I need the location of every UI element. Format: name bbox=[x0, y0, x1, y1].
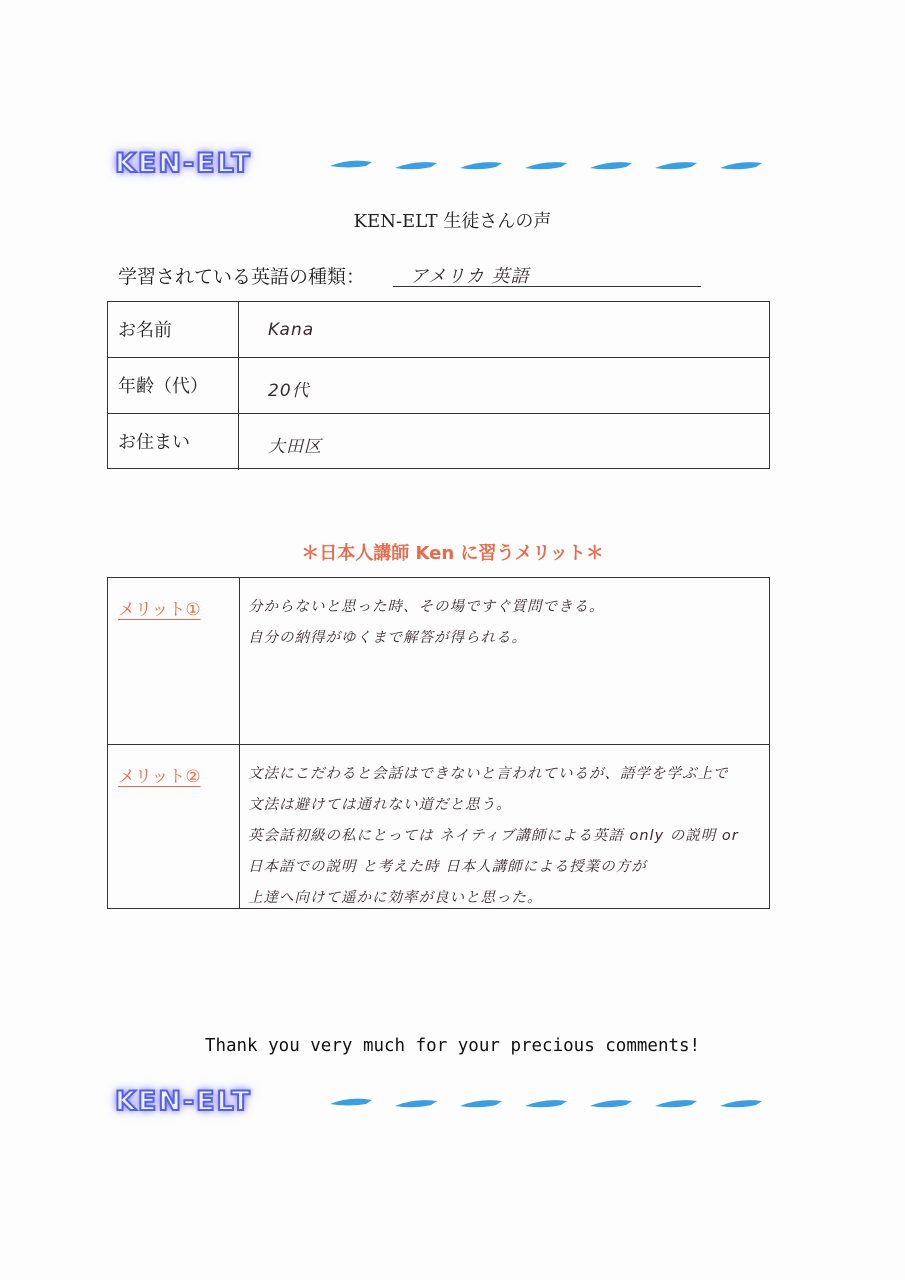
merit-row-1 bbox=[108, 578, 769, 745]
merit-table bbox=[107, 577, 770, 909]
student-info-table bbox=[107, 301, 770, 469]
comment-line: 自分の納得がゆくまで解答が得られる。 bbox=[248, 630, 527, 646]
info-label: 年齢（代） bbox=[108, 358, 239, 413]
info-label: お住まい bbox=[108, 414, 239, 470]
comment-line: 分からないと思った時、その場ですぐ質問できる。 bbox=[248, 599, 605, 615]
merit-label-cell bbox=[108, 745, 240, 908]
merit-comment bbox=[248, 592, 769, 654]
comment-line: 上達へ向けて遥かに効率が良いと思った。 bbox=[248, 890, 543, 906]
thanks-message: Thank you very much for your precious comments! bbox=[204, 1036, 701, 1056]
english-type-label: 学習されている英語の種類： bbox=[118, 266, 366, 288]
info-row-age bbox=[108, 358, 769, 414]
info-value: Kana bbox=[268, 320, 315, 340]
page-title: KEN-ELT 生徒さんの声 bbox=[353, 211, 552, 232]
info-value: 大田区 bbox=[268, 437, 322, 457]
merit-label: メリット② bbox=[118, 767, 201, 787]
merit-heading: ＊日本人講師 Ken に習うメリット＊ bbox=[301, 543, 604, 564]
info-value: 20代 bbox=[268, 381, 310, 401]
comment-line: 日本語での説明 と考えた時 日本人講師による授業の方が bbox=[248, 859, 647, 875]
ken-elt-banner-bottom bbox=[115, 1086, 775, 1120]
ken-elt-logo: KEN-ELT bbox=[115, 148, 252, 179]
merit-label-cell bbox=[108, 578, 240, 744]
merit-label: メリット① bbox=[118, 600, 201, 620]
ken-elt-logo: KEN-ELT bbox=[115, 1086, 252, 1117]
merit-comment bbox=[248, 759, 769, 914]
info-row-residence bbox=[108, 414, 769, 470]
airplane-row-icon bbox=[330, 1092, 780, 1114]
english-type-value: アメリカ 英語 bbox=[410, 266, 530, 287]
info-label: お名前 bbox=[108, 302, 239, 357]
airplane-row-icon bbox=[330, 154, 780, 176]
comment-line: 英会話初級の私にとっては ネイティブ講師による英語 only の説明 or bbox=[248, 828, 739, 844]
comment-line: 文法は避けては通れない道だと思う。 bbox=[248, 797, 512, 813]
english-type-underline bbox=[393, 286, 701, 287]
ken-elt-banner-top bbox=[115, 148, 775, 182]
merit-row-2 bbox=[108, 745, 769, 908]
comment-line: 文法にこだわると会話はできないと言われているが、語学を学ぶ上で bbox=[248, 766, 729, 782]
info-row-name bbox=[108, 302, 769, 358]
